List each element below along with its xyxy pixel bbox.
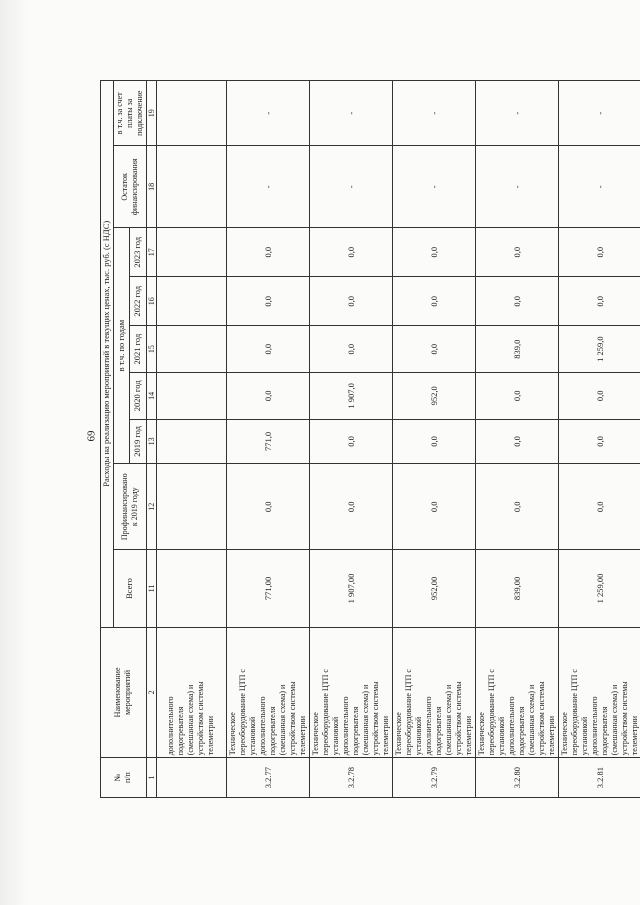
column-number: 19 — [146, 81, 156, 146]
scan-shadow — [0, 0, 28, 905]
header-row-1 — [101, 81, 114, 798]
row-total: 952,00 — [392, 550, 475, 627]
row-name: дополнительного подогревателя (смешанная схема) и устройством системы телеметрии — [156, 627, 226, 758]
row-connection: - — [558, 81, 640, 146]
row-name: Техническое переоборудование ЦТП с установкой дополнительного подогревателя (смешанная схема) и устройством системы телеметрии — [226, 627, 309, 758]
rotated-table-wrapper — [100, 80, 640, 798]
row-2021: 839,0 — [475, 326, 558, 373]
column-number: 12 — [146, 464, 156, 550]
column-number: 16 — [146, 277, 156, 326]
row-connection — [156, 81, 226, 146]
row-2022: 0,0 — [392, 277, 475, 326]
row-2021 — [156, 326, 226, 373]
header-total: Всего — [113, 550, 146, 627]
row-2021: 1 259,0 — [558, 326, 640, 373]
column-number: 14 — [146, 372, 156, 419]
row-remainder: - — [475, 146, 558, 228]
column-number: 17 — [146, 228, 156, 277]
row-name: Техническое переоборудование ЦТП с установкой дополнительного подогревателя (смешанная схема) и устройством системы телеметрии — [558, 627, 640, 758]
row-num: 3.2.81 — [558, 758, 640, 798]
row-prefinanced: 0,0 — [558, 464, 640, 550]
header-2022: 2022 год — [130, 277, 147, 326]
row-prefinanced — [156, 464, 226, 550]
row-2019 — [156, 419, 226, 463]
row-2020: 0,0 — [475, 372, 558, 419]
header-by-years: в т.ч. по годам — [113, 228, 130, 464]
row-name: Техническое переоборудование ЦТП с установкой дополнительного подогревателя (смешанная схема) и устройством системы телеметрии — [475, 627, 558, 758]
row-name: Техническое переоборудование ЦТП с установкой дополнительного подогревателя (смешанная схема) и устройством системы телеметрии — [392, 627, 475, 758]
column-number: 18 — [146, 146, 156, 228]
row-2023: 0,0 — [309, 228, 392, 277]
table-row — [475, 81, 558, 798]
row-2023 — [156, 228, 226, 277]
row-num: 3.2.79 — [392, 758, 475, 798]
row-2022: 0,0 — [558, 277, 640, 326]
column-number-row — [146, 81, 156, 798]
page-number: 69 — [85, 430, 98, 442]
row-2020 — [156, 372, 226, 419]
column-number: 13 — [146, 419, 156, 463]
table-row — [226, 81, 309, 798]
header-name: Наименование мероприятий — [101, 627, 147, 758]
row-remainder: - — [226, 146, 309, 228]
row-total: 1 907,00 — [309, 550, 392, 627]
header-num: № п/п — [101, 758, 147, 798]
table-row — [156, 81, 226, 798]
row-num: 3.2.77 — [226, 758, 309, 798]
row-connection: - — [309, 81, 392, 146]
header-incl-connection: в т.ч. за счет платы за подключение — [113, 81, 146, 146]
row-total: 771,00 — [226, 550, 309, 627]
expenses-table — [100, 80, 640, 798]
header-expenses-group: Расходы на реализацию мероприятий в текущих ценах, тыс. руб. (с НДС) — [101, 81, 114, 628]
header-prefinanced: Профинансировано к 2019 году — [113, 464, 146, 550]
row-connection: - — [226, 81, 309, 146]
row-2022: 0,0 — [309, 277, 392, 326]
row-2019: 771,0 — [226, 419, 309, 463]
row-2021: 0,0 — [392, 326, 475, 373]
row-prefinanced: 0,0 — [392, 464, 475, 550]
column-number: 11 — [146, 550, 156, 627]
row-prefinanced: 0,0 — [309, 464, 392, 550]
row-2021: 0,0 — [309, 326, 392, 373]
row-num: 3.2.80 — [475, 758, 558, 798]
row-num — [156, 758, 226, 798]
row-2023: 0,0 — [226, 228, 309, 277]
row-2020: 0,0 — [558, 372, 640, 419]
column-number: 15 — [146, 326, 156, 373]
row-remainder — [156, 146, 226, 228]
row-total: 1 259,00 — [558, 550, 640, 627]
header-2023: 2023 год — [130, 228, 147, 277]
header-2020: 2020 год — [130, 372, 147, 419]
table-row — [558, 81, 640, 798]
row-connection: - — [475, 81, 558, 146]
row-name: Техническое переоборудование ЦТП с установкой дополнительного подогревателя (смешанная схема) и устройством системы телеметрии — [309, 627, 392, 758]
header-remainder: Остаток финансирования — [113, 146, 146, 228]
row-total: 839,00 — [475, 550, 558, 627]
row-2019: 0,0 — [392, 419, 475, 463]
row-remainder: - — [309, 146, 392, 228]
row-2023: 0,0 — [558, 228, 640, 277]
row-num: 3.2.78 — [309, 758, 392, 798]
row-2022 — [156, 277, 226, 326]
row-2021: 0,0 — [226, 326, 309, 373]
column-number: 2 — [146, 627, 156, 758]
row-remainder: - — [392, 146, 475, 228]
row-2020: 0,0 — [226, 372, 309, 419]
row-remainder: - — [558, 146, 640, 228]
row-prefinanced: 0,0 — [475, 464, 558, 550]
row-2019: 0,0 — [558, 419, 640, 463]
header-2021: 2021 год — [130, 326, 147, 373]
row-2023: 0,0 — [392, 228, 475, 277]
row-total — [156, 550, 226, 627]
row-connection: - — [392, 81, 475, 146]
row-2020: 1 907,0 — [309, 372, 392, 419]
row-2019: 0,0 — [475, 419, 558, 463]
row-2023: 0,0 — [475, 228, 558, 277]
table-row — [309, 81, 392, 798]
expenses-table-container — [100, 80, 640, 798]
row-2022: 0,0 — [226, 277, 309, 326]
column-number: 1 — [146, 758, 156, 798]
row-2020: 952,0 — [392, 372, 475, 419]
table-row — [392, 81, 475, 798]
row-2022: 0,0 — [475, 277, 558, 326]
header-2019: 2019 год — [130, 419, 147, 463]
row-prefinanced: 0,0 — [226, 464, 309, 550]
row-2019: 0,0 — [309, 419, 392, 463]
